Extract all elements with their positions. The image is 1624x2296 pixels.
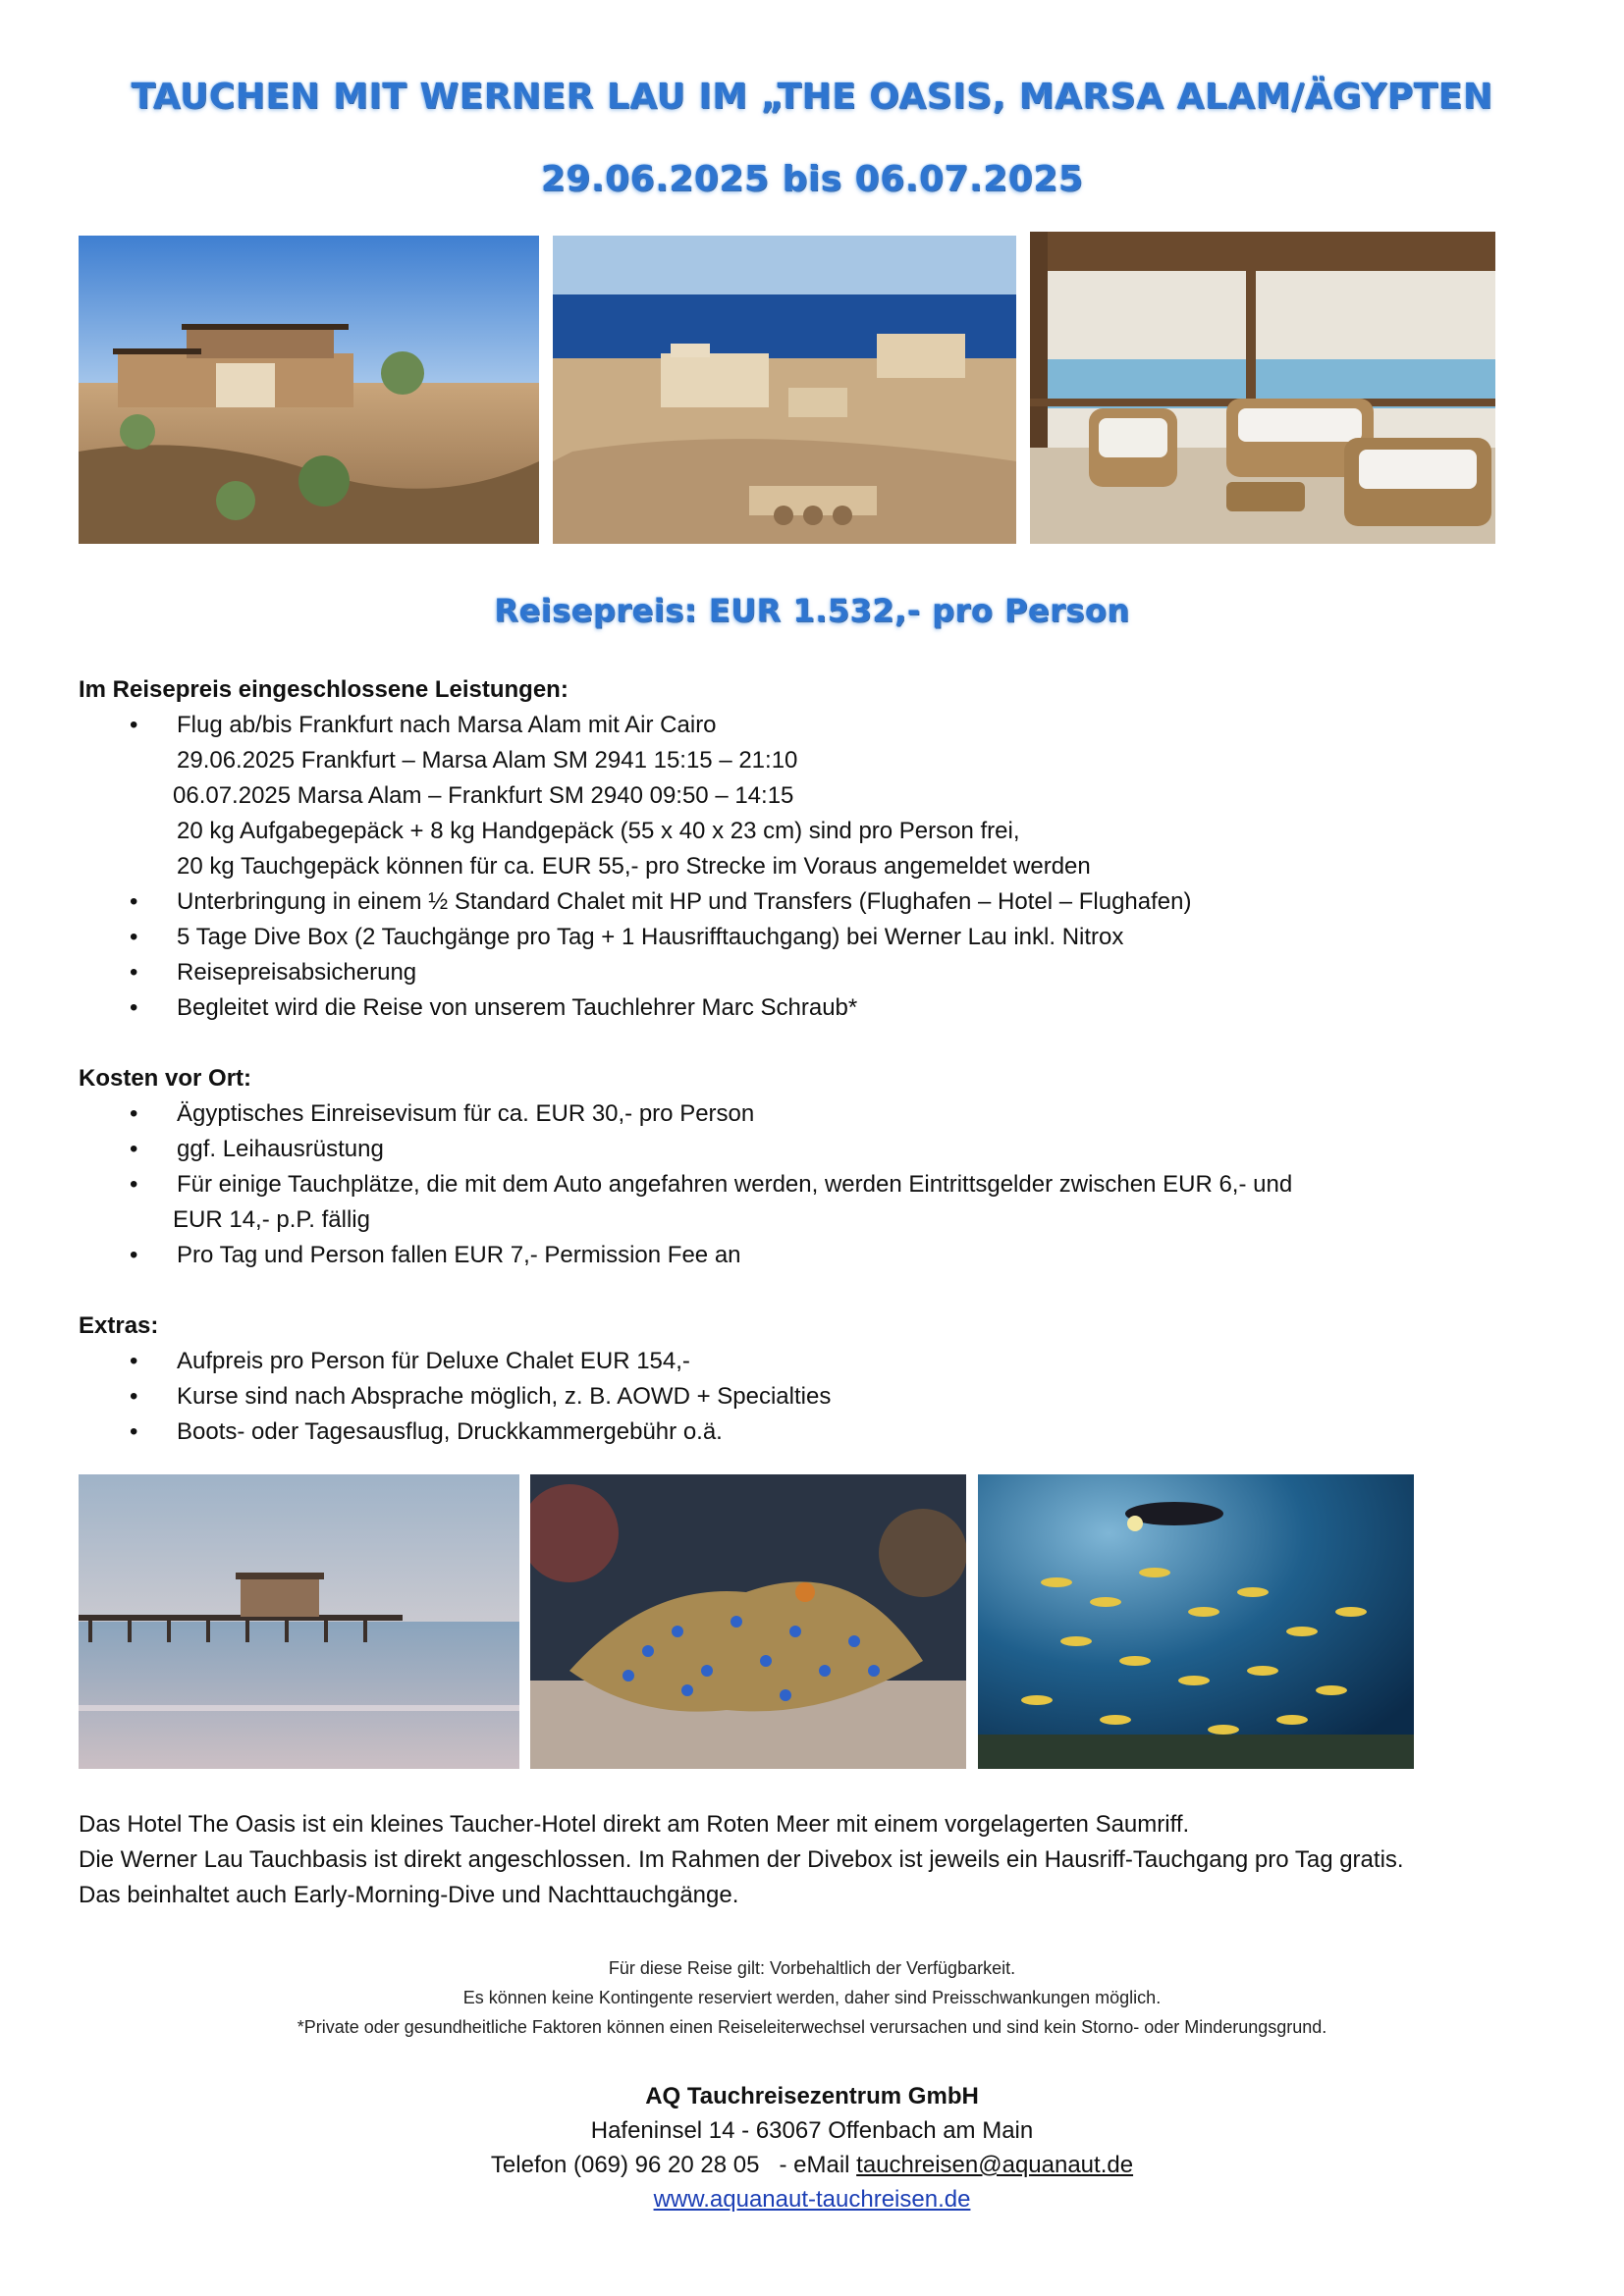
phone-text: Telefon (069) 96 20 28 05 - eMail [490,2152,857,2178]
list-item [79,1096,1551,1132]
booking-notes [0,1953,1624,2042]
dive-box-text: 5 Tage Dive Box (2 Tauchgänge pro Tag + 1 Hausrifftauchgang) bei Werner Lau inkl. Nitrox [177,924,1124,950]
entrance-fee-continued: EUR 14,- p.P. fällig [173,1206,370,1233]
flight-return: 06.07.2025 Marsa Alam – Frankfurt SM 2940 09:50 – 14:15 [173,782,794,809]
note-line: Es können keine Kontingente reserviert werden, daher sind Preisschwankungen möglich. [462,1988,1162,2007]
flight-outbound: 29.06.2025 Frankfurt – Marsa Alam SM 2941 15:15 – 21:10 [177,747,798,774]
list-item [79,1379,1551,1415]
list-item [79,920,1551,955]
list-item [79,955,1551,990]
company-address: Hafeninsel 14 - 63067 Offenbach am Main [590,2117,1034,2144]
contact-line [0,2148,1624,2182]
photo-stingray [530,1474,966,1769]
page-title: TAUCHEN MIT WERNER LAU IM „THE OASIS, MARSA ALAM/ÄGYPTEN [131,77,1493,117]
visa-text: Ägyptisches Einreisevisum für ca. EUR 30,- pro Person [177,1100,755,1127]
guide-text: Begleitet wird die Reise von unserem Tauchlehrer Marc Schraub* [177,994,858,1021]
description-line: Die Werner Lau Tauchbasis ist direkt angeschlossen. Im Rahmen der Divebox ist jeweils ein Hausriff-Tauchgang pro Tag gratis. [79,1846,1404,1873]
trips-text: Boots- oder Tagesausflug, Druckkammergebühr o.ä. [177,1418,723,1445]
photo-terrace-lounge [1030,232,1495,544]
hotel-description [79,1807,1551,1913]
baggage-line-1: 20 kg Aufgabegepäck + 8 kg Handgepäck (55 x 40 x 23 cm) sind pro Person frei, [177,818,1020,844]
photo-chalets-sea [553,236,1016,544]
list-item [79,1167,1551,1202]
list-item [79,1132,1551,1167]
list-item [79,708,1551,743]
note-line: Für diese Reise gilt: Vorbehaltlich der Verfügbarkeit. [608,1958,1016,1978]
baggage-line-2: 20 kg Tauchgepäck können für ca. EUR 55,- pro Strecke im Voraus angemeldet werden [177,853,1091,880]
photo-hotel-building [79,236,539,544]
note-line: *Private oder gesundheitliche Faktoren können einen Reiseleiterwechsel verursachen und sind kein Storno- oder Minderungsgrund. [297,2017,1327,2037]
list-item [79,990,1551,1026]
insurance-text: Reisepreisabsicherung [177,959,417,986]
photo-fish-school-diver [978,1474,1414,1769]
entrance-fee-text: Für einige Tauchplätze, die mit dem Auto angefahren werden, werden Eintrittsgelder zwischen EUR 6,- und [177,1171,1293,1198]
website-link[interactable]: www.aquanaut-tauchreisen.de [653,2186,971,2213]
accommodation-text: Unterbringung in einem ½ Standard Chalet mit HP und Transfers (Flughafen – Hotel – Flughafen) [177,888,1192,915]
list-item [79,1238,1551,1273]
photo-jetty [79,1474,519,1769]
courses-text: Kurse sind nach Absprache möglich, z. B. AOWD + Specialties [177,1383,832,1410]
rental-text: ggf. Leihausrüstung [177,1136,384,1162]
flight-text: Flug ab/bis Frankfurt nach Marsa Alam mit Air Cairo [177,712,717,738]
company-name: AQ Tauchreisezentrum GmbH [645,2083,979,2109]
list-item [79,884,1551,920]
deluxe-text: Aufpreis pro Person für Deluxe Chalet EUR 154,- [177,1348,690,1374]
included-heading: Im Reisepreis eingeschlossene Leistungen: [79,676,568,703]
travel-price: Reisepreis: EUR 1.532,- pro Person [494,592,1130,629]
company-footer [0,2079,1624,2216]
list-item [79,1415,1551,1450]
travel-dates: 29.06.2025 bis 06.07.2025 [540,159,1084,199]
email-link[interactable]: tauchreisen@aquanaut.de [856,2152,1134,2178]
extras-heading: Extras: [79,1312,159,1339]
description-line: Das beinhaltet auch Early-Morning-Dive und Nachttauchgänge. [79,1882,739,1908]
list-item [79,1344,1551,1379]
local-costs-heading: Kosten vor Ort: [79,1065,252,1092]
permission-fee-text: Pro Tag und Person fallen EUR 7,- Permission Fee an [177,1242,741,1268]
services-section [79,672,1551,1450]
description-line: Das Hotel The Oasis ist ein kleines Taucher-Hotel direkt am Roten Meer mit einem vorgelagerten Saumriff. [79,1811,1190,1838]
